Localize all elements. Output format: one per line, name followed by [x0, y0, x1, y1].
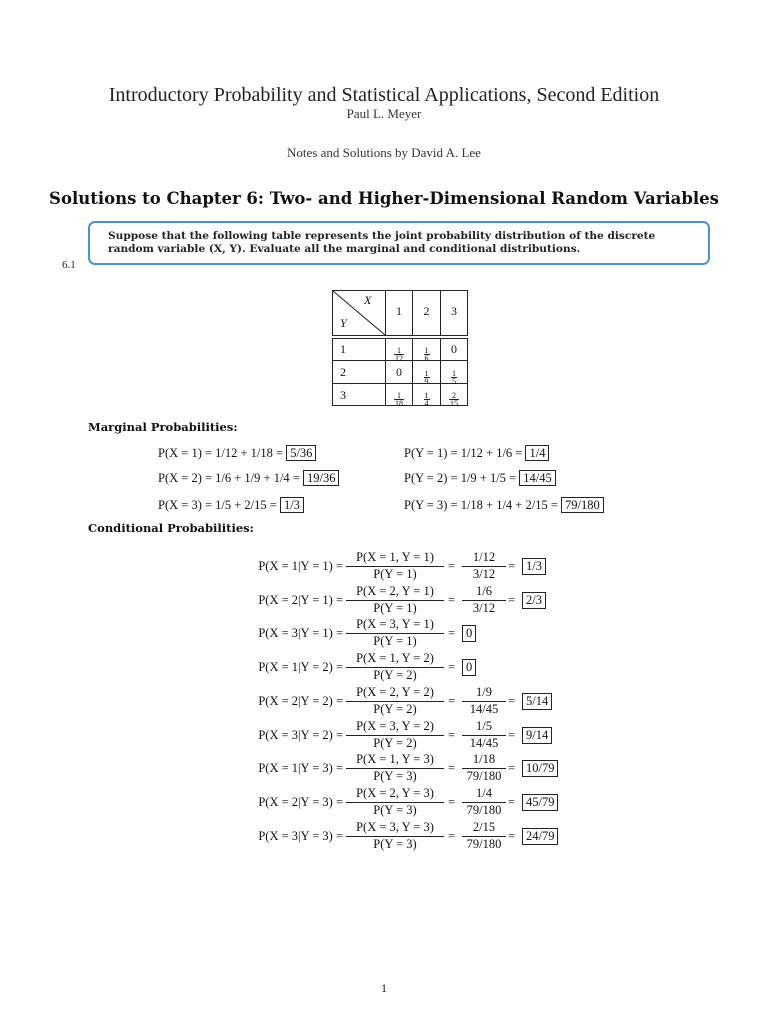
conditional-lhs: P(X = 2|Y = 3) =: [258, 794, 343, 809]
table-x-value: 2: [423, 304, 430, 318]
table-cell: $\frac{2}{15}$: [450, 391, 458, 408]
table-cell: 0: [396, 365, 402, 379]
conditional-lhs: P(X = 1|Y = 3) =: [258, 761, 343, 776]
table-cell: $\frac{1}{6}$: [424, 346, 429, 363]
conditional-lhs: P(X = 3|Y = 1) =: [258, 626, 343, 641]
result-box: 0: [462, 659, 476, 676]
result-box: 14/45: [519, 470, 555, 486]
table-y-value: 3: [340, 388, 346, 402]
result-box: 0: [462, 625, 476, 642]
conditional-lhs: P(X = 1|Y = 1) =: [258, 559, 343, 573]
result-box: 1/3: [280, 497, 304, 513]
result-box: 2/3: [522, 592, 546, 609]
marginal-x-equation: P(X = 2) = 1/6 + 1/9 + 1/4 = 19/36: [158, 471, 339, 486]
marginal-x-equation: P(X = 1) = 1/12 + 1/18 = 5/36: [158, 446, 316, 461]
table-cell: $\frac{1}{12}$: [395, 346, 403, 363]
table-cell: $\frac{1}{5}$: [452, 369, 456, 386]
result-box: 1/4: [525, 445, 549, 461]
table-y-value: 1: [340, 342, 346, 356]
problem-statement-box: [88, 221, 710, 265]
conditional-equation-row: P(X = 3|Y = 3) = P(X = 3, Y = 3) P(Y = 3) = 2/15 79/180 = 24/79: [0, 820, 768, 852]
table-x-value: 3: [451, 304, 457, 318]
joint-distribution-table: [332, 290, 468, 406]
conditional-equation-row: P(X = 3|Y = 2) = P(X = 3, Y = 2) P(Y = 2) = 1/5 14/45 = 9/14: [0, 719, 768, 751]
marginal-heading: Marginal Probabilities:: [88, 420, 238, 434]
result-box: 9/14: [522, 727, 552, 744]
conditional-heading: Conditional Probabilities:: [88, 521, 254, 535]
conditional-lhs: P(X = 3|Y = 2) =: [258, 727, 343, 742]
marginal-y-equation: P(Y = 2) = 1/9 + 1/5 = 14/45: [404, 471, 556, 486]
result-box: 5/14: [522, 693, 552, 710]
result-box: 45/79: [522, 794, 558, 811]
conditional-equation-row: P(X = 1|Y = 1) = P(X = 1, Y = 1) P(Y = 1) = 1/12 3/12 = 1/3: [0, 550, 768, 582]
table-cell: $\frac{1}{9}$: [424, 369, 429, 386]
marginal-x-equation: P(X = 3) = 1/5 + 2/15 = 1/3: [158, 498, 304, 513]
chapter-heading: Solutions to Chapter 6: Two- and Higher-Dimensional Random Variables: [49, 189, 719, 208]
conditional-lhs: P(X = 1|Y = 2) =: [258, 660, 343, 675]
result-box: 1/3: [522, 558, 546, 575]
conditional-lhs: P(X = 2|Y = 1) =: [258, 592, 343, 607]
conditional-equation-row: P(X = 2|Y = 1) = P(X = 2, Y = 1) P(Y = 1) = 1/6 3/12 = 2/3: [0, 584, 768, 616]
conditional-equation-row: P(X = 1|Y = 2) = P(X = 1, Y = 2) P(Y = 2) = 0: [0, 651, 768, 683]
table-y-label: Y: [340, 316, 347, 330]
conditional-lhs: P(X = 3|Y = 3) =: [258, 828, 343, 843]
table-cell: $\frac{1}{4}$: [424, 391, 429, 408]
result-box: 24/79: [522, 828, 558, 845]
conditional-equation-row: P(X = 2|Y = 2) = P(X = 2, Y = 2) P(Y = 2) = 1/9 14/45 = 5/14: [0, 685, 768, 717]
result-box: 19/36: [303, 470, 339, 486]
marginal-y-equation: P(Y = 3) = 1/18 + 1/4 + 2/15 = 79/180: [404, 498, 604, 513]
result-box: 10/79: [522, 760, 558, 777]
problem-text-line-2: random variable (X, Y). Evaluate all the marginal and conditional distributions.: [108, 243, 581, 255]
page-number: 1: [381, 981, 387, 995]
conditional-lhs: P(X = 2|Y = 2) =: [258, 693, 343, 708]
notes-line: Notes and Solutions by David A. Lee: [287, 145, 481, 160]
table-cell: 0: [451, 342, 457, 356]
conditional-equation-row: P(X = 3|Y = 1) = P(X = 3, Y = 1) P(Y = 1) = 0: [0, 617, 768, 649]
conditional-equation-row: P(X = 1|Y = 3) = P(X = 1, Y = 3) P(Y = 3) = 1/18 79/180 = 10/79: [0, 752, 768, 784]
result-box: 5/36: [286, 445, 316, 461]
table-y-value: 2: [340, 365, 346, 379]
page-title: Introductory Probability and Statistical Applications, Second Edition: [108, 84, 660, 106]
table-cell: $\frac{1}{18}$: [395, 391, 403, 408]
author-line: Paul L. Meyer: [346, 106, 422, 121]
table-x-label: X: [364, 293, 372, 307]
table-x-value: 1: [396, 304, 402, 318]
problem-text-line-1: Suppose that the following table represents the joint probability distribution of the discrete: [108, 230, 656, 242]
conditional-equation-row: P(X = 2|Y = 3) = P(X = 2, Y = 3) P(Y = 3) = 1/4 79/180 = 45/79: [0, 786, 768, 818]
problem-number: 6.1: [62, 259, 76, 271]
result-box: 79/180: [561, 497, 604, 513]
marginal-y-equation: P(Y = 1) = 1/12 + 1/6 = 1/4: [404, 446, 549, 461]
